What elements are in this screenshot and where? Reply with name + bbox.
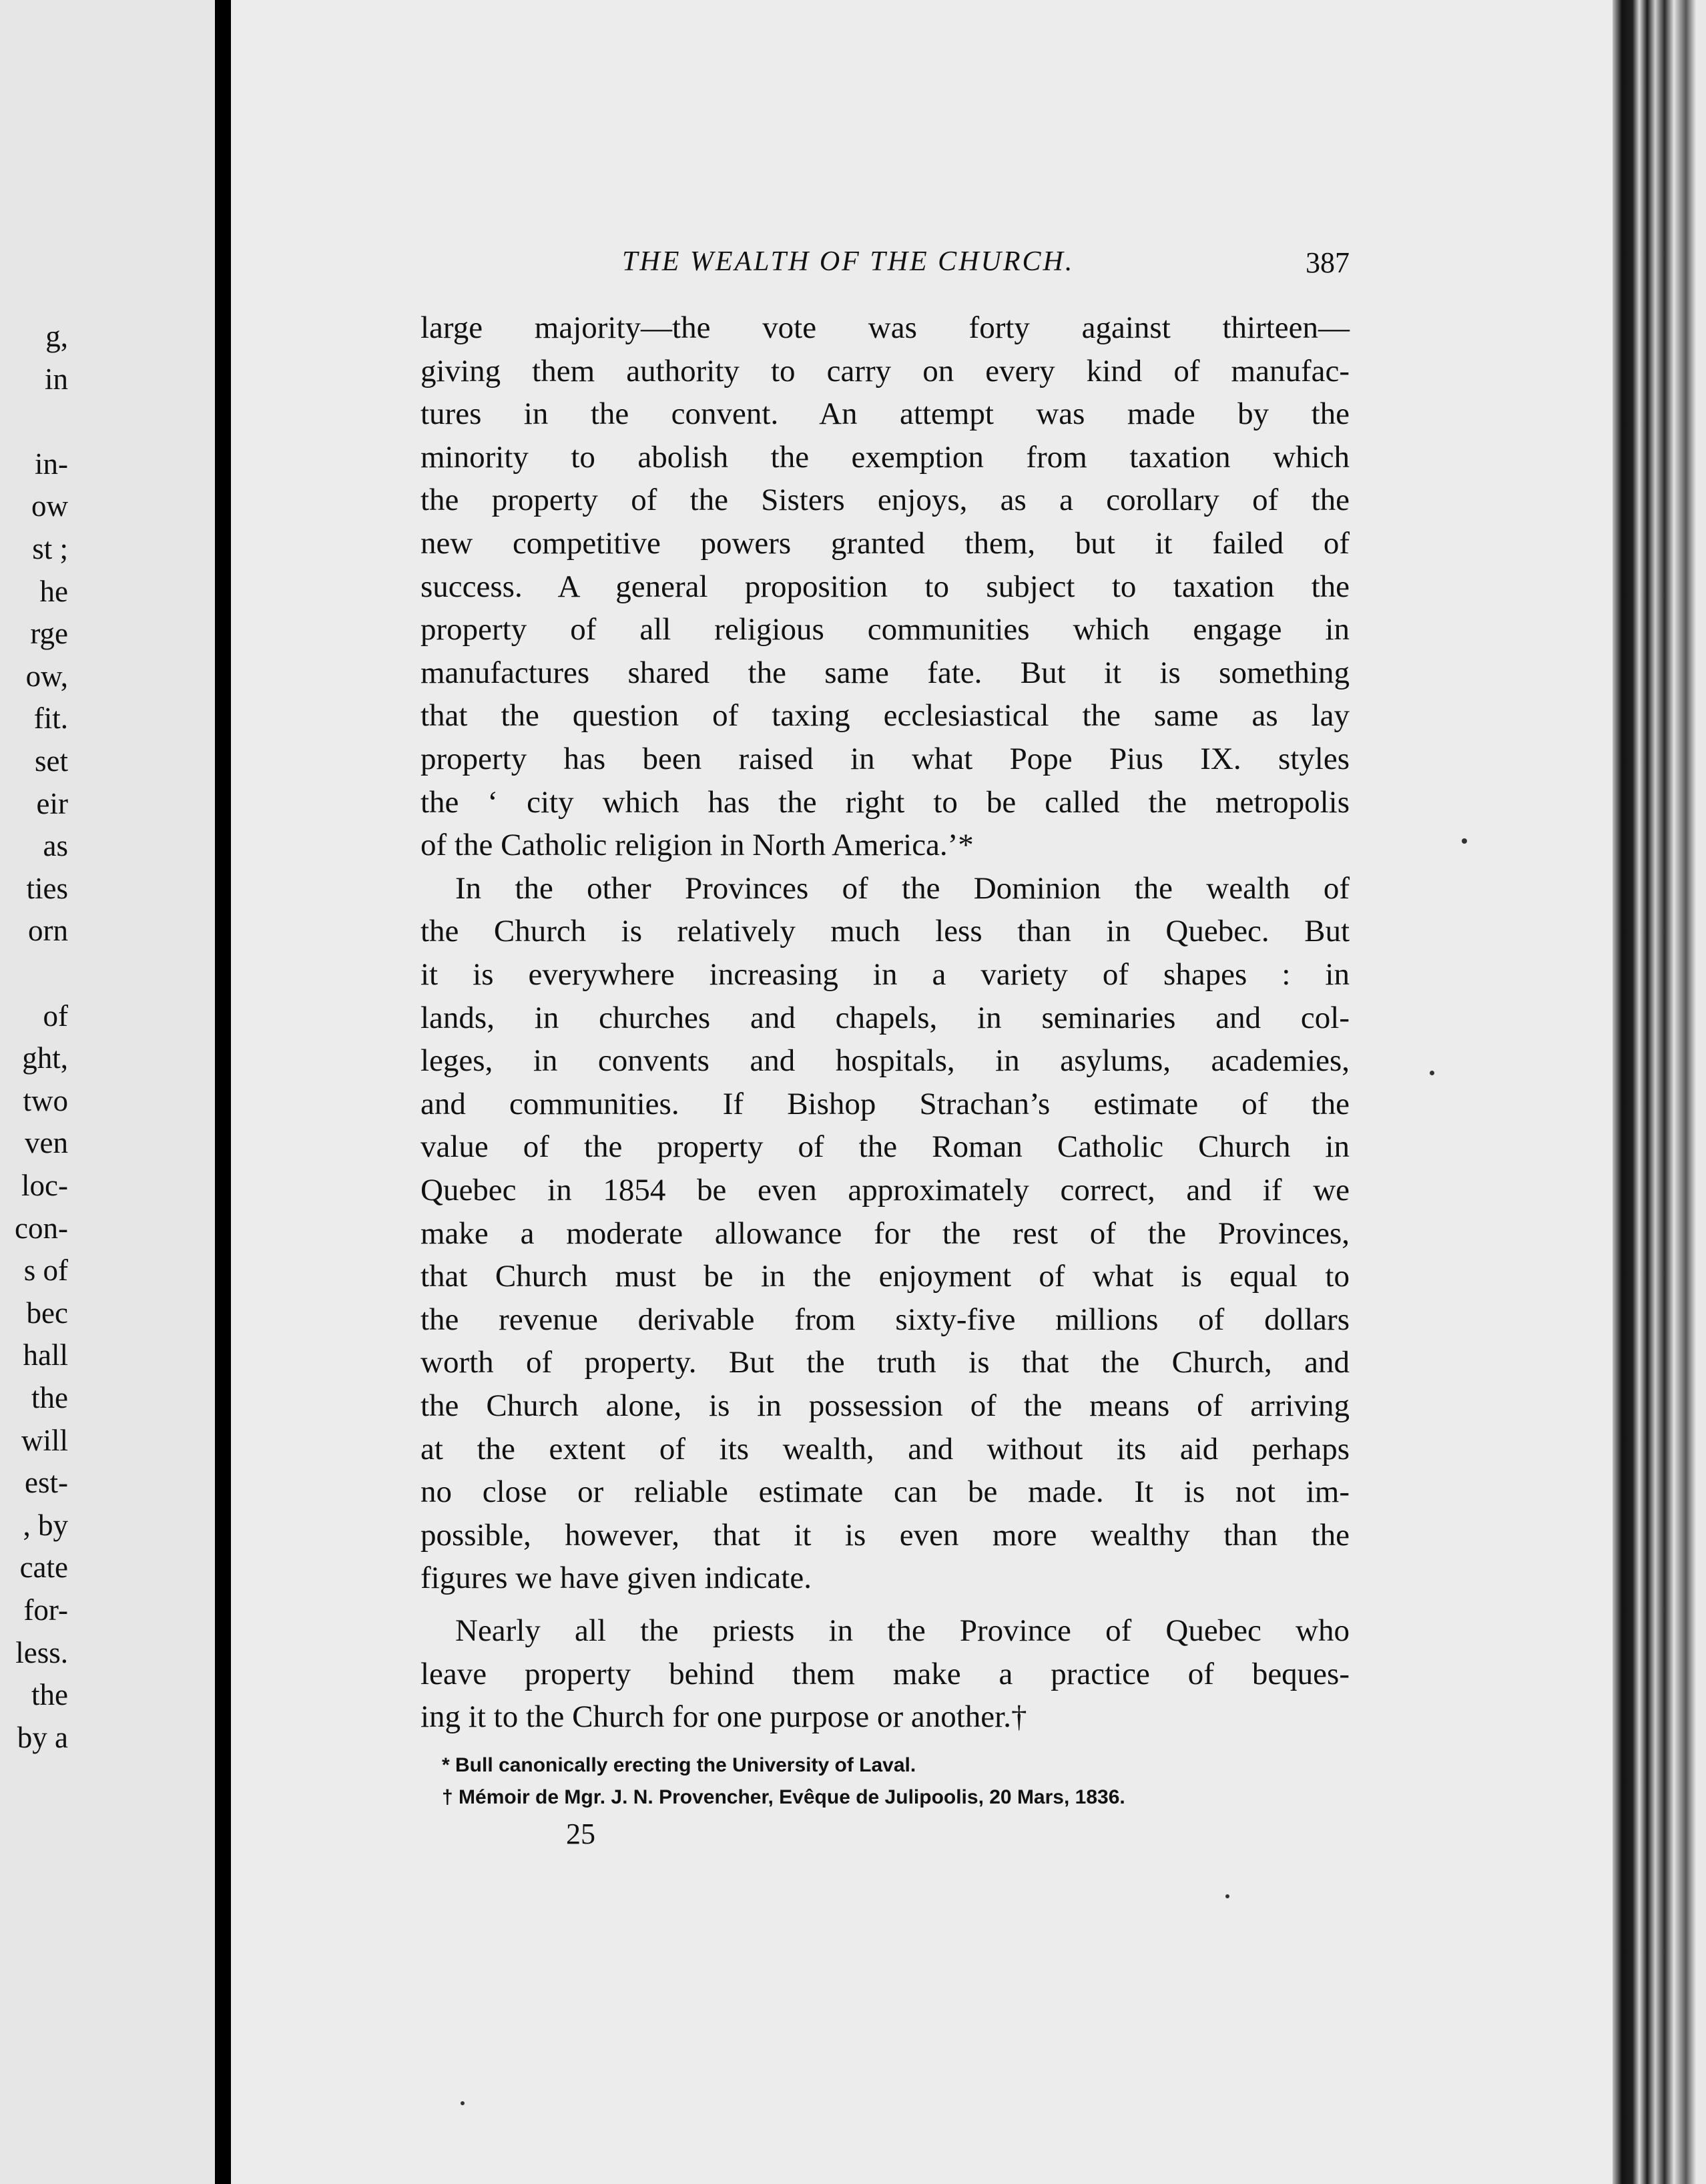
body-line: leave property behind them make a practice of beques- <box>420 1656 1350 1691</box>
body-line: In the other Provinces of the Dominion the wealth of <box>455 870 1350 906</box>
facing-page-fragment: two <box>23 1083 68 1117</box>
facing-page-fragment: ven <box>25 1126 68 1160</box>
book-gutter <box>215 0 231 2184</box>
facing-page-fragment: in <box>44 362 68 396</box>
body-line: Quebec in 1854 be even approximately correct, and if we <box>420 1173 1350 1207</box>
facing-page-fragment: as <box>43 829 68 863</box>
body-line: at the extent of its wealth, and without its aid perhaps <box>420 1431 1350 1466</box>
facing-page-fragment: con- <box>15 1211 68 1245</box>
body-line: figures we have given indicate. <box>420 1561 812 1596</box>
body-line: that the question of taxing ecclesiastical the same as lay <box>420 698 1350 734</box>
body-line: giving them authority to carry on every kind of manufac- <box>420 353 1350 388</box>
body-line: manufactures shared the same fate. But it is something <box>420 655 1350 690</box>
facing-page-fragment: for- <box>23 1593 68 1627</box>
facing-page-fragment: s of <box>23 1254 68 1288</box>
body-line: the revenue derivable from sixty-five millions of dollars <box>420 1302 1350 1337</box>
facing-page-fragment: hall <box>23 1338 68 1372</box>
facing-page-fragment: ow, <box>25 659 68 693</box>
body-line: property of all religious communities which engage in <box>420 612 1350 647</box>
body-line: the Church is relatively much less than in Quebec. But <box>420 914 1350 949</box>
footnote-2: † Mémoir de Mgr. J. N. Provencher, Evêque de Julipoolis, 20 Mars, 1836. <box>442 1786 1125 1808</box>
signature-mark: 25 <box>566 1818 595 1850</box>
body-line: value of the property of the Roman Catholic Church in <box>420 1129 1350 1165</box>
speck <box>461 2101 465 2105</box>
facing-page-fragment: bec <box>26 1296 68 1330</box>
body-line: Nearly all the priests in the Province of Quebec who <box>455 1613 1350 1648</box>
facing-page-fragment: will <box>21 1423 68 1457</box>
facing-page-fragment: ties <box>26 871 68 905</box>
body-line: property has been raised in what Pope Pius IX. styles <box>420 742 1350 776</box>
facing-page-fragment: eir <box>36 786 68 820</box>
body-line: lands, in churches and chapels, in seminaries and col- <box>420 1000 1350 1035</box>
body-line: worth of property. But the truth is that the Church, and <box>420 1345 1350 1380</box>
running-title: THE WEALTH OF THE CHURCH. <box>622 246 1075 277</box>
facing-page-fragment: cate <box>19 1551 68 1585</box>
facing-page-fragment: the <box>31 1678 68 1712</box>
body-line: and communities. If Bishop Strachan’s estimate of the <box>420 1086 1350 1121</box>
facing-page-fragment: by a <box>17 1720 68 1754</box>
body-line: the ‘ city which has the right to be called the metropolis <box>420 784 1350 820</box>
body-line: make a moderate allowance for the rest of the Provinces, <box>420 1215 1350 1251</box>
facing-page-fragment: loc- <box>21 1169 68 1202</box>
body-line: that Church must be in the enjoyment of what is equal to <box>420 1259 1350 1294</box>
facing-page-fragment: of <box>43 999 68 1033</box>
speck <box>1225 1894 1229 1898</box>
page-edge <box>1613 0 1706 2184</box>
speck <box>1430 1071 1434 1075</box>
body-line: no close or reliable estimate can be made. It is not im- <box>420 1474 1350 1510</box>
facing-page-fragment: less. <box>15 1635 68 1669</box>
body-line: success. A general proposition to subject to taxation the <box>420 569 1350 604</box>
facing-page-fragment: set <box>35 744 68 778</box>
facing-page-fragment: ow <box>31 489 68 523</box>
speck <box>1462 838 1467 844</box>
body-line: tures in the convent. An attempt was made by the <box>420 396 1350 432</box>
facing-page-fragment: , by <box>23 1508 68 1542</box>
body-line: possible, however, that it is even more wealthy than the <box>420 1517 1350 1553</box>
facing-page-fragment: est- <box>25 1466 68 1500</box>
facing-page-fragment: the <box>31 1381 68 1414</box>
body-line: the Church alone, is in possession of the means of arriving <box>420 1388 1350 1423</box>
facing-page-fragment: he <box>39 574 68 608</box>
body-line: it is everywhere increasing in a variety of shapes : in <box>420 957 1350 992</box>
footnote-1: * Bull canonically erecting the University of Laval. <box>442 1754 916 1776</box>
body-line: large majority—the vote was forty against thirteen— <box>420 310 1350 345</box>
facing-page-fragment: in- <box>35 447 68 481</box>
facing-page-fragment: fit. <box>33 702 68 736</box>
body-line: leges, in convents and hospitals, in asylums, academies, <box>420 1043 1350 1079</box>
body-line: the property of the Sisters enjoys, as a corollary of the <box>420 483 1350 518</box>
facing-page-fragment: g, <box>45 320 68 353</box>
body-line: minority to abolish the exemption from taxation which <box>420 439 1350 475</box>
facing-page <box>0 0 215 2184</box>
body-line: of the Catholic religion in North America.’* <box>420 828 974 863</box>
facing-page-fragment: st ; <box>32 532 68 565</box>
body-line: ing it to the Church for one purpose or another.† <box>420 1699 1027 1735</box>
facing-page-fragment: ght, <box>22 1041 68 1075</box>
body-line: new competitive powers granted them, but it failed of <box>420 526 1350 561</box>
page-number: 387 <box>1306 246 1350 279</box>
facing-page-fragment: rge <box>30 617 68 651</box>
facing-page-fragment: orn <box>28 914 68 948</box>
